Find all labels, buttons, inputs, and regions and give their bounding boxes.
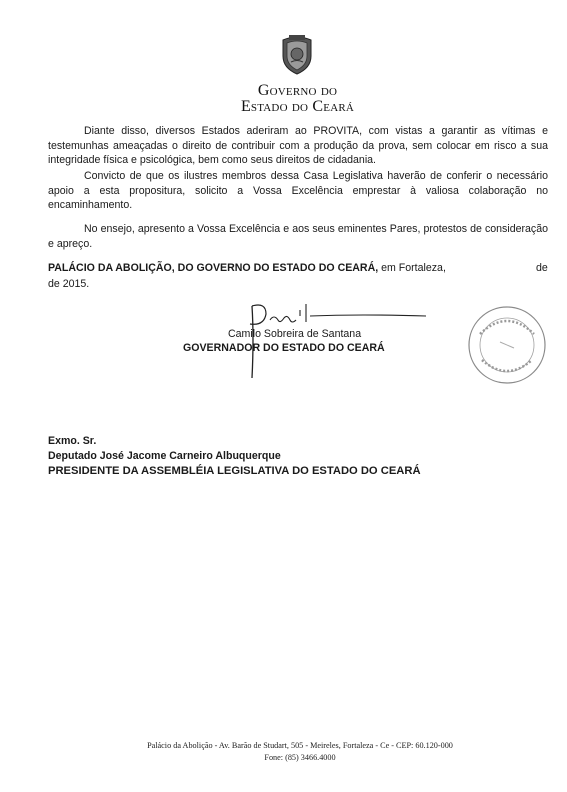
paragraph-2-text: Convicto de que os ilustres membros dessa Casa Legislativa haverão de conferir o necessário apoio a esta propositura, solicito a Vossa Excelência emprestar à valiosa colaboração no encaminhamento. [48, 170, 548, 211]
signatory-name: Camilo Sobreira de Santana [228, 328, 362, 340]
addressee-title: PRESIDENTE DA ASSEMBLÉIA LEGISLATIVA DO ESTADO DO CEARÁ [48, 465, 421, 477]
palace-city: em Fortaleza, [378, 262, 446, 274]
footer-phone: Fone: (85) 3466.4000 [264, 753, 336, 762]
round-stamp-seal [466, 304, 548, 386]
body-paragraph-2 [48, 169, 548, 213]
government-header-line1: Governo do [257, 82, 338, 99]
handwritten-signature [240, 298, 440, 382]
date-de: de [536, 262, 548, 274]
signatory-title: GOVERNADOR DO ESTADO DO CEARÁ [183, 342, 385, 354]
government-header-line2: Estado do Ceará [240, 98, 355, 115]
addressee-salutation: Exmo. Sr. [48, 435, 97, 447]
paragraph-1-text: Diante disso, diversos Estados aderiram ao PROVITA, com vistas a garantir as vítimas e testemunhas ameaçadas o direito de contribuir com a produção da prova, sem colocar em risco a sua integridade física e psicológica, bem como seus direitos de cidadania. [48, 125, 548, 166]
palace-name: PALÁCIO DA ABOLIÇÃO, DO GOVERNO DO ESTADO DO CEARÁ, [48, 262, 379, 274]
body-paragraph-3 [48, 222, 548, 251]
paragraph-3-text: No ensejo, apresento a Vossa Excelência e aos seus eminentes Pares, protestos de consideração e apreço. [48, 223, 548, 250]
state-coat-of-arms-logo [279, 32, 315, 76]
addressee-name: Deputado José Jacome Carneiro Albuquerque [48, 450, 281, 462]
footer-address: Palácio da Abolição - Av. Barão de Studart, 505 - Meireles, Fortaleza - Ce - CEP: 60.120-000 [147, 741, 453, 750]
body-paragraph-1 [48, 124, 548, 168]
place-date-line [48, 261, 548, 292]
date-year: de 2015. [48, 277, 90, 290]
